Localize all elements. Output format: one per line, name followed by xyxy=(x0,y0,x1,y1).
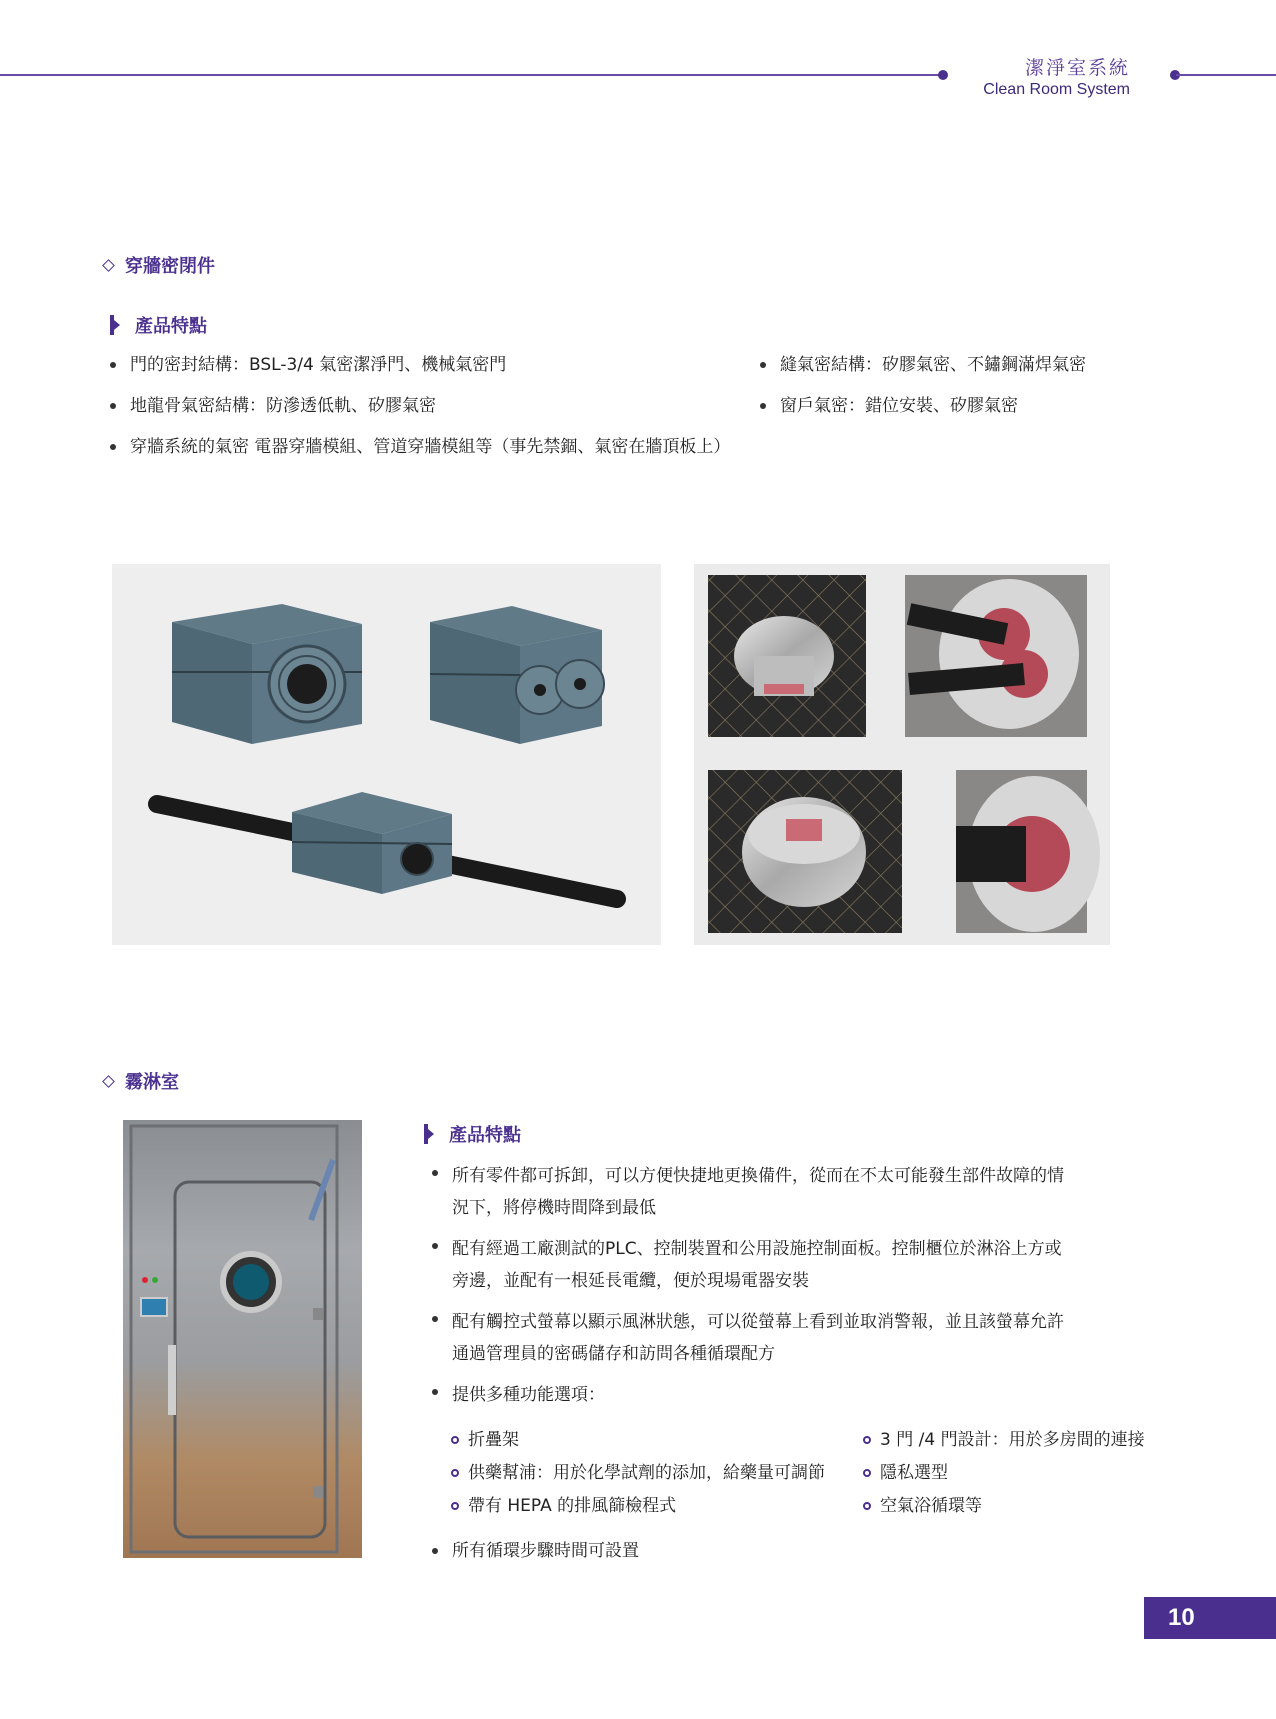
flag-bar-icon xyxy=(424,1124,435,1144)
section1-feature-4: 縫氣密結構：矽膠氣密、不鏽鋼滿焊氣密 xyxy=(780,352,1086,378)
section2-features-title-text: 產品特點 xyxy=(449,1125,521,1146)
section2-feature-2-line-2: 旁邊，並配有一根延長電纜，便於現場電器安裝 xyxy=(452,1271,809,1291)
option-right-1: 3 門 /4 門設計：用於多房間的連接 xyxy=(880,1427,1145,1453)
header-line-right xyxy=(1176,74,1276,76)
wall-module-illustration xyxy=(112,564,661,945)
section2-feature-4-line-1: 提供多種功能選項： xyxy=(452,1385,605,1405)
section1-feature-1: 門的密封結構：BSL-3/4 氣密潔淨門、機械氣密門 xyxy=(130,352,506,378)
wall-module-photo xyxy=(112,564,661,945)
section1-feature-2: 地龍骨氣密結構：防滲透低軌、矽膠氣密 xyxy=(130,393,436,419)
section2-feature-2-line-1: 配有經過工廠測試的PLC、控制裝置和公用設施控制面板。控制櫃位於淋浴上方或 xyxy=(452,1239,1062,1259)
option-left-1: 折疊架 xyxy=(468,1427,519,1453)
air-shower-door-illustration xyxy=(123,1120,362,1558)
section2-title xyxy=(104,1068,179,1094)
section1-feature-5: 窗戶氣密：錯位安裝、矽膠氣密 xyxy=(780,393,1018,419)
diamond-icon xyxy=(102,1075,115,1088)
section2-feature-1-line-2: 況下，將停機時間降到最低 xyxy=(452,1198,656,1218)
section2-feature-2 xyxy=(452,1233,1152,1297)
header-dot-left xyxy=(938,70,948,80)
section2-title-text: 霧淋室 xyxy=(125,1072,179,1093)
pipe-seal-illustration xyxy=(694,564,1110,945)
header-title-en: Clean Room System xyxy=(983,81,1130,98)
header-line-left xyxy=(0,74,944,76)
section2-feature-1 xyxy=(452,1160,1152,1224)
page-number: 10 xyxy=(1144,1597,1276,1639)
diamond-icon xyxy=(102,259,115,272)
section2-features-title xyxy=(424,1121,521,1147)
section2-feature-3-line-2: 通過管理員的密碼儲存和訪問各種循環配方 xyxy=(452,1344,775,1364)
section2-feature-3 xyxy=(452,1306,1152,1370)
section1-features-title xyxy=(110,312,207,338)
section1-feature-3: 穿牆系統的氣密 電器穿牆模組、管道穿牆模組等（事先禁錮、氣密在牆頂板上） xyxy=(130,434,730,460)
header-title xyxy=(983,56,1130,100)
option-left-3: 帶有 HEPA 的排風篩檢程式 xyxy=(468,1493,676,1519)
section1-features-title-text: 產品特點 xyxy=(135,316,207,337)
section2-feature-4 xyxy=(452,1379,605,1411)
section1-title-text: 穿牆密閉件 xyxy=(125,256,215,277)
section1-title xyxy=(104,252,215,278)
air-shower-door-photo xyxy=(123,1120,362,1558)
header-title-zh: 潔淨室系統 xyxy=(1024,57,1130,79)
option-left-2: 供藥幫浦：用於化學試劑的添加，給藥量可調節 xyxy=(468,1460,825,1486)
section2-feature-5: 所有循環步驟時間可設置 xyxy=(452,1538,639,1564)
option-right-2: 隱私選型 xyxy=(880,1460,948,1486)
option-right-3: 空氣浴循環等 xyxy=(880,1493,982,1519)
pipe-seal-photo-grid xyxy=(694,564,1110,945)
section2-feature-1-line-1: 所有零件都可拆卸，可以方便快捷地更換備件，從而在不太可能發生部件故障的情 xyxy=(452,1166,1064,1186)
section2-feature-3-line-1: 配有觸控式螢幕以顯示風淋狀態，可以從螢幕上看到並取消警報，並且該螢幕允許 xyxy=(452,1312,1064,1332)
flag-bar-icon xyxy=(110,315,121,335)
